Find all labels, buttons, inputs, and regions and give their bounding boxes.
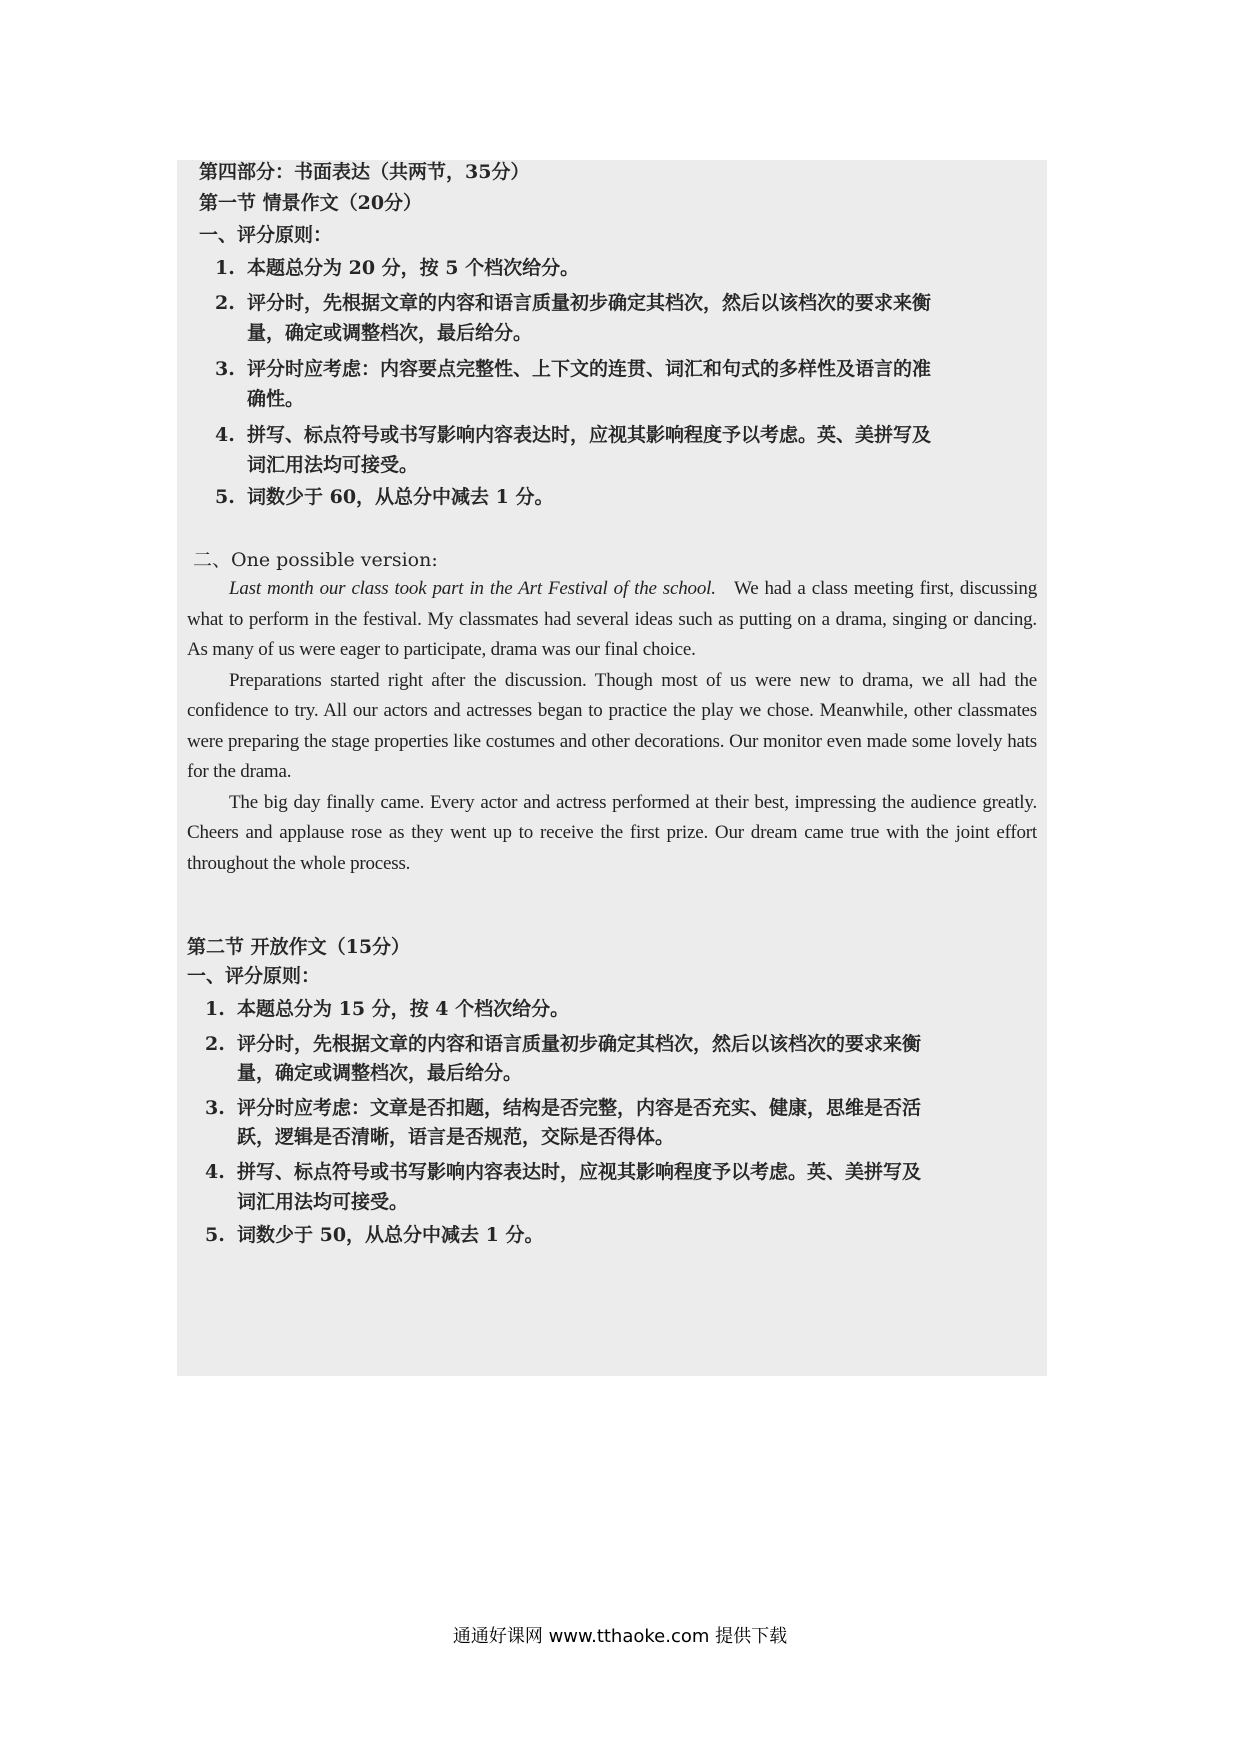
section1-item-4-cont: 词汇用法均可接受。	[247, 454, 419, 476]
sample-intro: Last month our class took part in the Art Festival of the school.	[229, 578, 716, 599]
section1-item-2: 2. 评分时，先根据文章的内容和语言质量初步确定其档次，然后以该档次的要求来衡	[215, 292, 932, 314]
section2-criteria-heading: 一、评分原则：	[187, 965, 321, 987]
section2-item-3-cont: 跃，逻辑是否清晰，语言是否规范，交际是否得体。	[237, 1126, 675, 1148]
sample-essay	[187, 574, 1037, 879]
section2-item-4: 4. 拼写、标点符号或书写影响内容表达时，应视其影响程度予以考虑。英、美拼写及	[205, 1161, 922, 1183]
section1-title: 第一节 情景作文（20分）	[199, 192, 423, 214]
section1-item-4: 4. 拼写、标点符号或书写影响内容表达时，应视其影响程度予以考虑。英、美拼写及	[215, 424, 932, 446]
part-title: 第四部分：书面表达（共两节，35分）	[199, 161, 530, 183]
section2-item-4-cont: 词汇用法均可接受。	[237, 1191, 409, 1213]
sample-paragraph-1: Last month our class took part in the Art Festival of the school. We had a class meeting first, discussing what to perform in the festival. My classmates had several ideas such as putting on a drama, singing or dancing. As many of us were eager to participate, drama was our final choice.	[187, 578, 1037, 660]
sample-paragraph-2: Preparations started right after the discussion. Though most of us were new to drama, we all had the confidence to try. All our actors and actresses began to practice the play we chose. Meanwhile, other classmates were preparing the stage properties like costumes and other decorations. Our monitor even made some lovely hats for the drama.	[187, 669, 1037, 782]
section1-item-3: 3. 评分时应考虑：内容要点完整性、上下文的连贯、词汇和句式的多样性及语言的准	[215, 358, 932, 380]
section1-criteria-heading: 一、评分原则：	[199, 224, 333, 246]
sample-heading: 二、One possible version:	[193, 549, 438, 571]
section2-item-2-cont: 量，确定或调整档次，最后给分。	[237, 1062, 523, 1084]
section2-item-5: 5. 词数少于 50，从总分中减去 1 分。	[205, 1224, 544, 1246]
section2-item-3: 3. 评分时应考虑：文章是否扣题，结构是否完整，内容是否充实、健康，思维是否活	[205, 1097, 922, 1119]
section1-item-1: 1. 本题总分为 20 分，按 5 个档次给分。	[215, 257, 580, 279]
section1-item-5: 5. 词数少于 60，从总分中减去 1 分。	[215, 486, 554, 508]
section1-item-2-cont: 量，确定或调整档次，最后给分。	[247, 322, 533, 344]
section2-item-2: 2. 评分时，先根据文章的内容和语言质量初步确定其档次，然后以该档次的要求来衡	[205, 1033, 922, 1055]
scanned-answer-page	[177, 160, 1047, 1376]
sample-paragraph-3: The big day finally came. Every actor and actress performed at their best, impressing the audience greatly. Cheers and applause rose as they went up to receive the first prize. Our dream came true with the joint effort throughout the whole process.	[187, 791, 1037, 874]
section2-item-1: 1. 本题总分为 15 分，按 4 个档次给分。	[205, 998, 570, 1020]
section1-item-3-cont: 确性。	[247, 388, 305, 410]
download-source-footer: 通通好课网 www.tthaoke.com 提供下载	[452, 1626, 788, 1647]
section2-title: 第二节 开放作文（15分）	[187, 936, 411, 958]
